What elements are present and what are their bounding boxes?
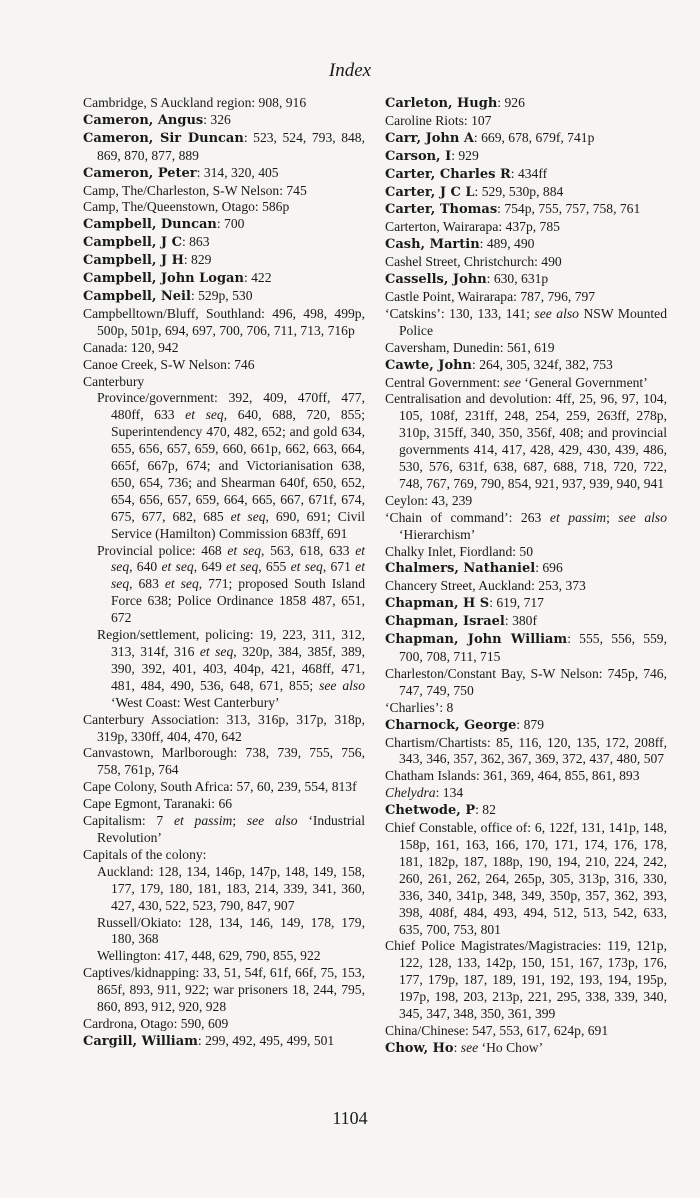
entry-text: Canvastown, Marlborough: 738, 739, 755, 756, 758, 761p, 764 bbox=[83, 745, 365, 778]
entry-italic-text: et seq bbox=[199, 644, 234, 659]
index-entry bbox=[385, 510, 667, 544]
entry-text: ‘Hierarchism’ bbox=[399, 526, 476, 542]
entry-italic-text: et seq bbox=[164, 576, 199, 592]
entry-text: , 655 bbox=[258, 559, 291, 575]
index-entry bbox=[385, 113, 667, 130]
entry-text: : 696 bbox=[535, 560, 563, 576]
entry-text: Captives/kidnapping: 33, 51, 54f, 61f, 66f, 75, 153, 865f, 893, 911, 922; war prisoners 18, 244, 795, 860, 893, 912, 920, 928 bbox=[83, 965, 365, 1015]
index-entry bbox=[83, 712, 365, 746]
entry-italic-text: et passim bbox=[549, 509, 607, 525]
entry-text: , 649 bbox=[193, 559, 227, 575]
entry-text: : 299, 492, 495, 499, 501 bbox=[197, 1032, 335, 1048]
entry-text: : 82 bbox=[475, 802, 496, 818]
entry-text: ‘Charlies’: 8 bbox=[385, 699, 454, 715]
index-entry bbox=[385, 289, 667, 306]
entry-heading: Campbell, Neil bbox=[83, 288, 191, 304]
index-entry bbox=[83, 357, 365, 374]
entry-text: , 771; proposed South Island Force 638; Police Ordinance 1858 487, 651, 672 bbox=[111, 576, 365, 626]
page-number: 1104 bbox=[332, 1108, 368, 1128]
entry-text: Cardrona, Otago: 590, 609 bbox=[83, 1015, 229, 1031]
entry-heading: Chalmers, Nathaniel bbox=[385, 561, 536, 577]
entry-text: Centralisation and devolution: 4ff, 25, 96, 97, 104, 105, 108f, 231ff, 248, 254, 259, 263ff, 278p, 310p, 315ff, 340, 350, 356f, 408; and provincial governments 414, 417, 428, 429, 430, 439, 486, 530, 576, 631f, 638, 687, 688, 718, 720, 722, 748, 767, 769, 790, 854, 921, 937, 939, 940, 941 bbox=[385, 391, 667, 491]
index-entry bbox=[385, 666, 667, 700]
entry-text: Carterton, Wairarapa: 437p, 785 bbox=[385, 219, 560, 235]
index-entry bbox=[385, 340, 667, 357]
entry-heading: Cameron, Sir Duncan bbox=[83, 130, 244, 146]
index-entry bbox=[83, 1033, 365, 1051]
entry-text: , 640 bbox=[129, 559, 162, 575]
entry-text: : 754p, 755, 757, 758, 761 bbox=[497, 201, 641, 217]
entry-text: : 630, 631p bbox=[486, 271, 549, 287]
index-entry bbox=[83, 288, 365, 306]
entry-heading: Chetwode, P bbox=[385, 803, 476, 819]
index-entry bbox=[385, 631, 667, 666]
entry-text: Chancery Street, Auckland: 253, 373 bbox=[385, 578, 586, 594]
entry-italic-text: et passim bbox=[173, 813, 233, 829]
entry-text: : 529p, 530 bbox=[190, 287, 253, 303]
entry-italic-text: Chelydra bbox=[385, 785, 436, 801]
entry-heading: Carson, I bbox=[385, 148, 452, 164]
entry-text: : 380f bbox=[504, 613, 537, 629]
entry-text: Capitals of the colony: bbox=[83, 846, 207, 862]
entry-heading: Carter, Thomas bbox=[385, 202, 498, 218]
index-entry bbox=[83, 813, 365, 847]
index-entry bbox=[83, 847, 365, 864]
entry-heading: Campbell, J C bbox=[83, 235, 182, 251]
entry-text: : 829 bbox=[183, 252, 212, 268]
entry-text: Chief Constable, office of: 6, 122f, 131, 141p, 148, 158p, 161, 163, 166, 170, 171, 174, 176, 178, 181, 182p, 187, 188p, 190, 194, 210, 224, 242, 260, 261, 262, 264, 265p, 305, 313p, 316, 330, 336, 340, 341p, 348, 349, 350p, 357, 362, 393, 398, 408f, 484, 493, 494, 512, 513, 542, 633, 635, 700, 753, 801 bbox=[385, 820, 667, 937]
index-entry bbox=[385, 768, 667, 785]
entry-text: Camp, The/Charleston, S-W Nelson: 745 bbox=[83, 182, 307, 198]
entry-text: Chief Police Magistrates/Magistracies: 119, 121p, 122, 128, 133, 142p, 150, 151, 167, 173p, 176, 177, 179p, 187, 189, 191, 192, 193, 194, 195p, 197p, 198, 203, 213p, 221, 295, 338, 339, 340, 345, 347, 348, 350, 361, 399 bbox=[385, 938, 667, 1022]
entry-text: : 264, 305, 324f, 382, 753 bbox=[472, 356, 613, 372]
entry-italic-text: et seq bbox=[290, 559, 323, 575]
index-entry bbox=[83, 745, 365, 779]
entry-text: Cape Colony, South Africa: 57, 60, 239, 554, 813f bbox=[83, 779, 357, 795]
entry-heading: Campbell, J H bbox=[83, 253, 184, 269]
index-entry bbox=[83, 796, 365, 813]
entry-text: , 320p, 384, 385f, 389, 390, 392, 401, 403, 404p, 421, 468ff, 471, 481, 484, 490, 536, 648, 671, 855; bbox=[111, 644, 365, 693]
index-entry bbox=[83, 112, 365, 130]
entry-text: : 929 bbox=[451, 147, 479, 163]
entry-italic-text: see also bbox=[246, 813, 298, 829]
index-entry bbox=[385, 357, 667, 375]
index-entry bbox=[385, 148, 667, 166]
index-entry bbox=[385, 184, 667, 202]
entry-italic-text: see also bbox=[534, 305, 579, 321]
entry-text: Cambridge, S Auckland region: 908, 916 bbox=[83, 95, 307, 110]
entry-text: : 669, 678, 679f, 741p bbox=[473, 129, 595, 145]
index-entry bbox=[385, 95, 667, 113]
index-entry bbox=[385, 254, 667, 271]
index-entry bbox=[385, 613, 667, 631]
entry-text: Chartism/Chartists: 85, 116, 120, 135, 172, 208ff, 343, 346, 357, 362, 367, 369, 372, 437, 480, 507 bbox=[385, 734, 667, 767]
index-entry bbox=[83, 779, 365, 796]
index-entry bbox=[385, 130, 667, 148]
entry-text: : 700 bbox=[216, 216, 245, 232]
entry-text: ; bbox=[232, 813, 247, 829]
entry-text: : 863 bbox=[181, 234, 210, 250]
index-entry bbox=[83, 130, 365, 165]
entry-text: : 422 bbox=[243, 270, 272, 286]
page-title: Index bbox=[328, 60, 372, 81]
index-entry bbox=[385, 544, 667, 561]
entry-italic-text: et seq bbox=[111, 542, 365, 575]
index-entry bbox=[385, 166, 667, 184]
entry-italic-text: et seq bbox=[161, 559, 194, 575]
index-entry bbox=[385, 271, 667, 289]
index-entry bbox=[385, 735, 667, 769]
entry-text: Caroline Riots: 107 bbox=[385, 112, 492, 128]
entry-text: Auckland: 128, 134, 146p, 147p, 148, 149, 158, 177, 179, 180, 181, 183, 214, 339, 341, 360, 427, 430, 522, 523, 790, 847, 907 bbox=[97, 863, 365, 913]
index-subentry bbox=[83, 948, 365, 965]
entry-text: Central Government: bbox=[385, 374, 504, 390]
entry-text: : 619, 717 bbox=[489, 595, 544, 611]
entry-italic-text: see also bbox=[319, 677, 365, 693]
entry-text: : 926 bbox=[497, 95, 525, 110]
entry-heading: Cash, Martin bbox=[385, 237, 480, 253]
entry-heading: Cameron, Peter bbox=[83, 165, 197, 181]
entry-text: Chalky Inlet, Fiordland: 50 bbox=[385, 543, 534, 559]
index-entry bbox=[385, 219, 667, 236]
entry-italic-text: et seq bbox=[226, 559, 259, 575]
index-subentry bbox=[83, 390, 365, 542]
index-entry bbox=[83, 340, 365, 357]
entry-text: Region/settlement, policing: 19, 223, 311, 312, 313, 314f, 316 bbox=[97, 627, 365, 659]
entry-text: Cape Egmont, Taranaki: 66 bbox=[83, 796, 233, 812]
index-entry bbox=[83, 183, 365, 200]
index-entry bbox=[385, 700, 667, 717]
entry-heading: Cameron, Angus bbox=[83, 112, 204, 128]
index-subentry bbox=[83, 915, 365, 949]
entry-text: ‘Industrial Revolution’ bbox=[97, 813, 365, 845]
index-subentry bbox=[83, 543, 365, 628]
entry-text: : 489, 490 bbox=[479, 236, 535, 252]
index-entry bbox=[83, 165, 365, 183]
index-entry bbox=[83, 234, 365, 252]
entry-text: : 529, 530p, 884 bbox=[474, 183, 564, 199]
index-entry bbox=[83, 216, 365, 234]
index-entry bbox=[83, 306, 365, 340]
entry-text: : 523, 524, 793, 848, 869, 870, 877, 889 bbox=[97, 129, 365, 163]
entry-heading: Chapman, H S bbox=[385, 596, 490, 612]
entry-text: : bbox=[453, 1039, 461, 1055]
entry-text: Canoe Creek, S-W Nelson: 746 bbox=[83, 356, 255, 372]
entry-text: Campbelltown/Bluff, Southland: 496, 498, 499p, 500p, 501p, 694, 697, 700, 706, 711, 713, 716p bbox=[83, 305, 365, 338]
index-entry bbox=[83, 95, 365, 112]
entry-italic-text: et seq bbox=[185, 407, 224, 423]
index-entry bbox=[385, 802, 667, 820]
entry-heading: Carter, Charles R bbox=[385, 166, 511, 182]
index-entry bbox=[385, 493, 667, 510]
index-entry bbox=[385, 201, 667, 219]
index-entry bbox=[385, 820, 667, 938]
entry-heading: Cawte, John bbox=[385, 357, 473, 373]
index-subentry bbox=[83, 627, 365, 712]
entry-text: : 879 bbox=[516, 716, 544, 732]
entry-text: Camp, The/Queenstown, Otago: 586p bbox=[83, 199, 290, 215]
index-entry bbox=[385, 717, 667, 735]
entry-text: ; bbox=[606, 509, 619, 525]
index-entry bbox=[83, 1016, 365, 1033]
entry-text: Charleston/Constant Bay, S-W Nelson: 745p, 746, 747, 749, 750 bbox=[385, 665, 667, 698]
index-entry bbox=[385, 236, 667, 254]
index-entry bbox=[83, 374, 365, 391]
entry-text: NSW Mounted Police bbox=[399, 305, 668, 338]
entry-text: : 314, 320, 405 bbox=[196, 164, 279, 180]
entry-italic-text: et seq bbox=[111, 559, 365, 592]
entry-text: Cashel Street, Christchurch: 490 bbox=[385, 254, 562, 270]
entry-text: Canada: 120, 942 bbox=[83, 339, 179, 355]
entry-italic-text: see also bbox=[618, 509, 668, 525]
entry-text: Canterbury Association: 313, 316p, 317p, 318p, 319p, 330ff, 404, 470, 642 bbox=[83, 711, 365, 744]
index-entry bbox=[385, 578, 667, 595]
entry-text: , 640, 688, 720, 855; Superintendency 470, 482, 652; and gold 634, 655, 656, 657, 659, 660, 661p, 662, 663, 664, 665f, 667p, 674; and Victorianisation 638, 650, 654, 736; and Shearman 640f, 650, 652, 654, 656, 657, 659, 664, 665, 667, 671f, 674, 675, 677, 682, 685 bbox=[111, 407, 365, 524]
entry-text: Province/government: 392, 409, 470ff, 477, 480ff, 633 bbox=[97, 390, 365, 423]
entry-text: ‘Catskins’: 130, 133, 141; bbox=[385, 305, 535, 321]
entry-heading: Cassells, John bbox=[385, 272, 487, 288]
entry-text: ‘Chain of command’: 263 bbox=[385, 509, 550, 525]
index-entry bbox=[83, 199, 365, 216]
entry-text: ‘General Government’ bbox=[520, 374, 648, 390]
entry-italic-text: see bbox=[460, 1039, 479, 1055]
entry-heading: Charnock, George bbox=[385, 717, 517, 733]
entry-text: Russell/Okiato: 128, 134, 146, 149, 178, 179, 180, 368 bbox=[97, 914, 365, 947]
entry-text: Ceylon: 43, 239 bbox=[385, 492, 473, 508]
entry-text: Castle Point, Wairarapa: 787, 796, 797 bbox=[385, 288, 596, 304]
entry-heading: Carr, John A bbox=[385, 130, 474, 146]
entry-text: China/Chinese: 547, 553, 617, 624p, 691 bbox=[385, 1022, 609, 1038]
index-entry bbox=[83, 252, 365, 270]
entry-text: : 134 bbox=[435, 785, 464, 801]
entry-heading: Campbell, John Logan bbox=[83, 271, 244, 287]
entry-text: , 690, 691; Civil Service (Hamilton) Commission 683ff, 691 bbox=[111, 508, 365, 541]
entry-text: : 555, 556, 559, 700, 708, 711, 715 bbox=[399, 631, 667, 664]
index-entry bbox=[385, 785, 667, 802]
index-column-left bbox=[83, 95, 365, 1051]
entry-text: Wellington: 417, 448, 629, 790, 855, 922 bbox=[97, 948, 321, 964]
index-column-right bbox=[385, 95, 667, 1058]
entry-text: , 671 bbox=[322, 559, 356, 575]
entry-heading: Chow, Ho bbox=[385, 1040, 454, 1056]
index-entry bbox=[385, 375, 667, 392]
entry-italic-text: et seq bbox=[227, 542, 262, 558]
entry-heading: Carter, J C L bbox=[385, 184, 475, 200]
entry-text: ‘West Coast: West Canterbury’ bbox=[111, 694, 280, 710]
index-entry bbox=[83, 270, 365, 288]
entry-text: Provincial police: 468 bbox=[97, 542, 228, 558]
entry-text: : 434ff bbox=[510, 165, 548, 181]
entry-heading: Carleton, Hugh bbox=[385, 96, 498, 111]
index-entry bbox=[385, 595, 667, 613]
entry-heading: Campbell, Duncan bbox=[83, 217, 217, 233]
entry-text: , 683 bbox=[129, 576, 165, 592]
entry-heading: Chapman, Israel bbox=[385, 614, 505, 630]
index-entry bbox=[83, 965, 365, 1016]
index-entry bbox=[385, 938, 667, 1023]
index-entry bbox=[385, 306, 667, 340]
entry-text: Chatham Islands: 361, 369, 464, 855, 861, 893 bbox=[385, 768, 640, 784]
index-entry bbox=[385, 1040, 667, 1058]
index-subentry bbox=[83, 864, 365, 915]
entry-heading: Cargill, William bbox=[83, 1033, 198, 1049]
entry-text: , 563, 618, 633 bbox=[261, 542, 356, 558]
entry-text: Caversham, Dunedin: 561, 619 bbox=[385, 339, 555, 355]
entry-heading: Chapman, John William bbox=[385, 632, 568, 648]
entry-italic-text: et seq bbox=[230, 508, 266, 524]
index-entry bbox=[385, 560, 667, 578]
index-entry bbox=[385, 1023, 667, 1040]
entry-text: Capitalism: 7 bbox=[83, 813, 174, 829]
entry-text: ‘Ho Chow’ bbox=[478, 1039, 544, 1055]
index-entry bbox=[385, 391, 667, 492]
entry-text: Canterbury bbox=[83, 373, 145, 389]
entry-italic-text: see bbox=[503, 374, 521, 390]
entry-text: : 326 bbox=[203, 111, 231, 127]
